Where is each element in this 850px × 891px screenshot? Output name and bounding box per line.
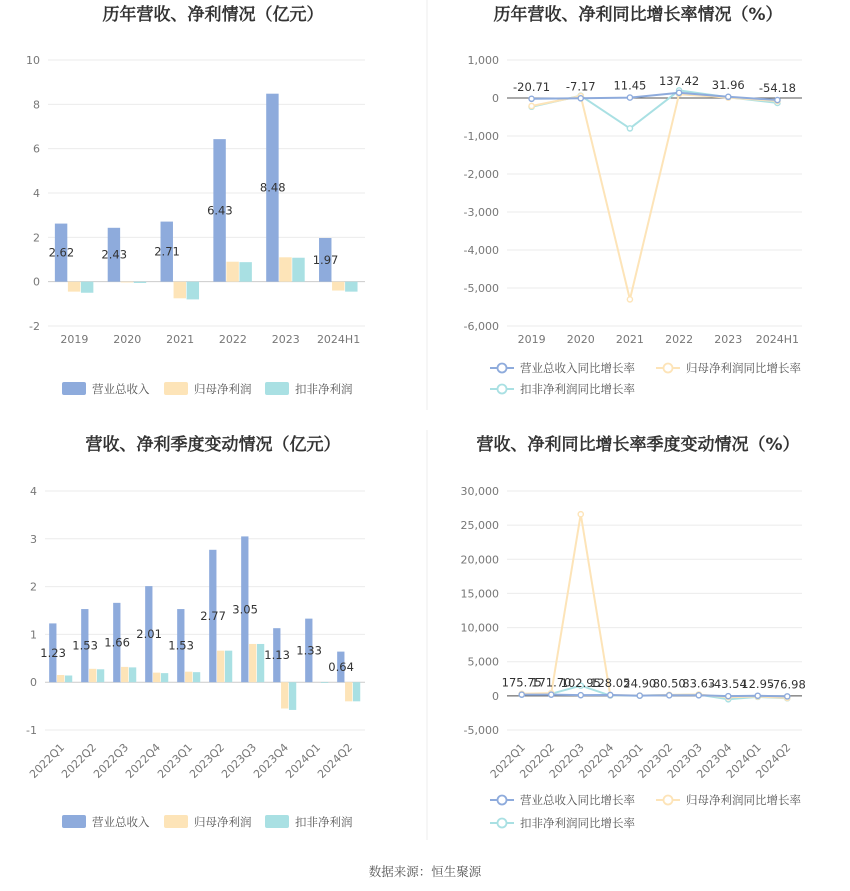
bar-2	[68, 282, 80, 292]
legend-label: 归母净利润	[194, 382, 252, 396]
y-tick-label: 0	[33, 275, 40, 289]
line-value-label: 137.42	[658, 73, 700, 88]
y-tick-label: 25,000	[460, 519, 499, 533]
bar-value-label: 8.48	[259, 180, 286, 195]
bar-2	[121, 667, 128, 682]
y-tick-label: 4	[30, 485, 37, 498]
legend-label: 营业总收入	[92, 382, 150, 396]
legend-label: 扣非净利润同比增长率	[520, 816, 635, 830]
series-line-2	[522, 514, 788, 698]
bar-3	[134, 282, 146, 283]
x-tick-label: 2022Q1	[487, 740, 528, 781]
bar-3	[353, 682, 360, 701]
line-value-label: 80.50	[652, 676, 686, 691]
bar-3	[239, 262, 251, 282]
bar-value-label: 3.05	[232, 602, 258, 617]
legend-swatch	[62, 815, 86, 828]
series-point	[755, 693, 760, 698]
bar-3	[81, 282, 93, 293]
y-tick-label: 10,000	[460, 621, 499, 635]
y-tick-label: 4	[33, 187, 40, 200]
legend-label: 归母净利润同比增长率	[686, 793, 801, 807]
x-tick-label: 2023	[714, 333, 743, 346]
line-value-label: 128.05	[590, 675, 631, 690]
series-point	[637, 693, 642, 698]
bar-value-label: 1.53	[168, 638, 194, 653]
bar-2	[121, 282, 133, 283]
y-tick-label: 0	[30, 676, 37, 690]
bar-3	[225, 651, 232, 683]
chart-title: 历年营收、净利同比增长率情况（%）	[493, 5, 783, 25]
legend-marker	[498, 385, 507, 394]
bar-2	[217, 651, 224, 683]
bar-2	[153, 673, 160, 683]
line-value-label: -7.17	[565, 79, 596, 94]
y-tick-label: -3,000	[463, 206, 499, 219]
series-point	[578, 96, 583, 101]
x-tick-label: 2024Q1	[723, 740, 764, 781]
line-value-label: 12.95	[741, 676, 775, 691]
series-point	[578, 512, 583, 517]
bar-value-label: 2.71	[154, 244, 180, 259]
y-tick-label: 3	[30, 532, 37, 546]
legend-marker	[664, 364, 673, 373]
series-point	[726, 94, 731, 99]
bar-2	[281, 682, 288, 708]
series-point	[676, 90, 681, 95]
series-point	[519, 692, 524, 697]
bar-value-label: 1.97	[312, 252, 339, 267]
bar-value-label: 6.43	[207, 203, 233, 218]
bar-2	[89, 669, 96, 682]
line-value-label: 175.75	[501, 675, 542, 690]
bar-value-label: 1.53	[72, 638, 98, 653]
bar-2	[279, 257, 291, 281]
series-point	[785, 694, 790, 699]
y-tick-label: 0	[492, 92, 499, 105]
series-point	[549, 692, 554, 697]
data-source-note: 数据来源：恒生聚源	[368, 864, 482, 879]
bar-3	[292, 258, 304, 282]
chart-title: 营收、净利同比增长率季度变动情况（%）	[476, 435, 800, 455]
bar-3	[321, 682, 328, 683]
bar-3	[345, 282, 357, 292]
legend-marker	[664, 796, 673, 805]
bar-value-label: 1.66	[104, 635, 130, 650]
line-value-label: 102.95	[560, 676, 601, 691]
x-tick-label: 2020	[113, 333, 142, 346]
x-tick-label: 2023Q1	[155, 740, 196, 781]
legend-marker	[498, 796, 507, 805]
bar-3	[65, 676, 72, 683]
y-tick-label: -2	[29, 320, 40, 333]
legend-swatch	[62, 382, 86, 395]
y-tick-label: 10	[26, 54, 40, 67]
bar-3	[129, 667, 136, 682]
x-tick-label: 2023Q2	[635, 740, 676, 781]
legend-label: 扣非净利润	[295, 382, 353, 396]
legend-marker	[498, 819, 507, 828]
bar-value-label: 1.13	[264, 648, 290, 663]
legend-swatch	[164, 815, 188, 828]
x-tick-label: 2023Q4	[251, 740, 292, 781]
legend-label: 营业总收入同比增长率	[520, 361, 635, 375]
series-point	[696, 693, 701, 698]
x-tick-label: 2024H1	[316, 333, 361, 346]
series-line-2	[532, 94, 778, 299]
y-tick-label: -2,000	[463, 168, 499, 181]
bar-3	[257, 644, 264, 682]
x-tick-label: 2022Q3	[546, 740, 587, 781]
line-value-label: -76.98	[768, 677, 806, 692]
y-tick-label: -4,000	[463, 244, 499, 257]
chart-2	[464, 4, 802, 396]
x-tick-label: 2022Q2	[517, 740, 558, 781]
x-tick-label: 2023Q3	[219, 740, 260, 781]
series-point	[627, 297, 632, 302]
bar-2	[185, 672, 192, 683]
y-tick-label: 30,000	[460, 485, 499, 498]
x-tick-label: 2019	[517, 333, 546, 346]
legend-label: 营业总收入同比增长率	[520, 793, 635, 807]
bar-value-label: 2.43	[101, 247, 128, 262]
legend-label: 扣非净利润同比增长率	[520, 382, 635, 396]
y-tick-label: 8	[33, 98, 40, 112]
series-point	[578, 693, 583, 698]
legend-swatch	[265, 382, 289, 395]
x-tick-label: 2021	[615, 333, 644, 346]
bar-value-label: 1.33	[296, 643, 322, 658]
series-point	[726, 694, 731, 699]
x-tick-label: 2021	[166, 333, 195, 346]
line-value-label: -20.71	[513, 79, 551, 94]
x-tick-label: 2022Q4	[576, 740, 617, 781]
line-value-label: 171.70	[531, 675, 572, 690]
chart-3	[26, 434, 365, 829]
x-tick-label: 2023Q3	[664, 740, 705, 781]
bar-2	[174, 282, 186, 299]
bar-2	[249, 644, 256, 682]
line-value-label: 24.90	[623, 676, 657, 691]
legend-label: 归母净利润同比增长率	[686, 361, 801, 375]
y-tick-label: 6	[33, 142, 40, 156]
y-tick-label: 0	[492, 689, 499, 703]
y-tick-label: 2	[30, 580, 37, 594]
bar-2	[57, 675, 64, 682]
y-tick-label: -1,000	[463, 130, 499, 143]
legend-swatch	[164, 382, 188, 395]
chart-1	[26, 4, 365, 396]
series-point	[775, 97, 780, 102]
legend-label: 归母净利润	[194, 815, 252, 829]
legend-label: 扣非净利润	[295, 815, 353, 829]
line-value-label: 11.45	[613, 78, 647, 93]
x-tick-label: 2023	[271, 333, 300, 346]
y-tick-label: 5,000	[467, 655, 499, 669]
x-tick-label: 2022Q1	[27, 740, 68, 781]
bar-3	[187, 282, 199, 300]
bar-value-label: 2.62	[48, 245, 75, 260]
chart-title: 历年营收、净利情况（亿元）	[102, 5, 324, 25]
series-point	[608, 692, 613, 697]
series-point	[627, 126, 632, 131]
chart-title: 营收、净利季度变动情况（亿元）	[85, 435, 341, 455]
y-tick-label: -1	[26, 724, 37, 737]
line-value-label: -54.18	[758, 81, 796, 96]
y-tick-label: -5,000	[463, 724, 499, 737]
bar-3	[97, 669, 104, 682]
x-tick-label: 2024Q1	[283, 740, 324, 781]
bar-value-label: 0.64	[328, 659, 354, 674]
x-tick-label: 2023Q2	[187, 740, 228, 781]
y-tick-label: 15,000	[460, 587, 499, 601]
bar-value-label: 1.23	[40, 645, 66, 660]
x-tick-label: 2022	[665, 333, 694, 346]
y-tick-label: -6,000	[463, 320, 499, 333]
bar-2	[345, 682, 352, 701]
line-value-label: 83.63	[682, 676, 716, 691]
y-tick-label: 1,000	[467, 54, 499, 67]
legend-swatch	[265, 815, 289, 828]
bar-2	[226, 262, 238, 282]
y-tick-label: -5,000	[463, 282, 499, 295]
series-point	[667, 693, 672, 698]
chart-4	[461, 434, 806, 830]
x-tick-label: 2024Q2	[315, 740, 356, 781]
x-tick-label: 2022Q3	[91, 740, 132, 781]
legend-label: 营业总收入	[92, 815, 150, 829]
x-tick-label: 2024H1	[755, 333, 800, 346]
y-tick-label: 2	[33, 231, 40, 245]
x-tick-label: 2022Q4	[123, 740, 164, 781]
bar-value-label: 2.01	[136, 627, 162, 642]
bar-3	[289, 682, 296, 710]
y-tick-label: 1	[30, 628, 37, 642]
legend-marker	[498, 364, 507, 373]
x-tick-label: 2023Q4	[694, 740, 735, 781]
line-value-label: -43.54	[709, 677, 747, 692]
series-point	[529, 103, 534, 108]
x-tick-label: 2023Q1	[605, 740, 646, 781]
x-tick-label: 2020	[566, 333, 595, 346]
x-tick-label: 2024Q2	[753, 740, 794, 781]
bar-3	[161, 673, 168, 682]
y-tick-label: 20,000	[460, 553, 499, 567]
x-tick-label: 2022Q2	[59, 740, 100, 781]
line-value-label: 31.96	[711, 77, 745, 92]
x-tick-label: 2019	[60, 333, 89, 346]
x-tick-label: 2022	[218, 333, 247, 346]
bar-value-label: 2.77	[200, 608, 226, 623]
bar-2	[332, 282, 344, 291]
series-point	[627, 95, 632, 100]
series-point	[529, 96, 534, 101]
bar-3	[193, 672, 200, 682]
